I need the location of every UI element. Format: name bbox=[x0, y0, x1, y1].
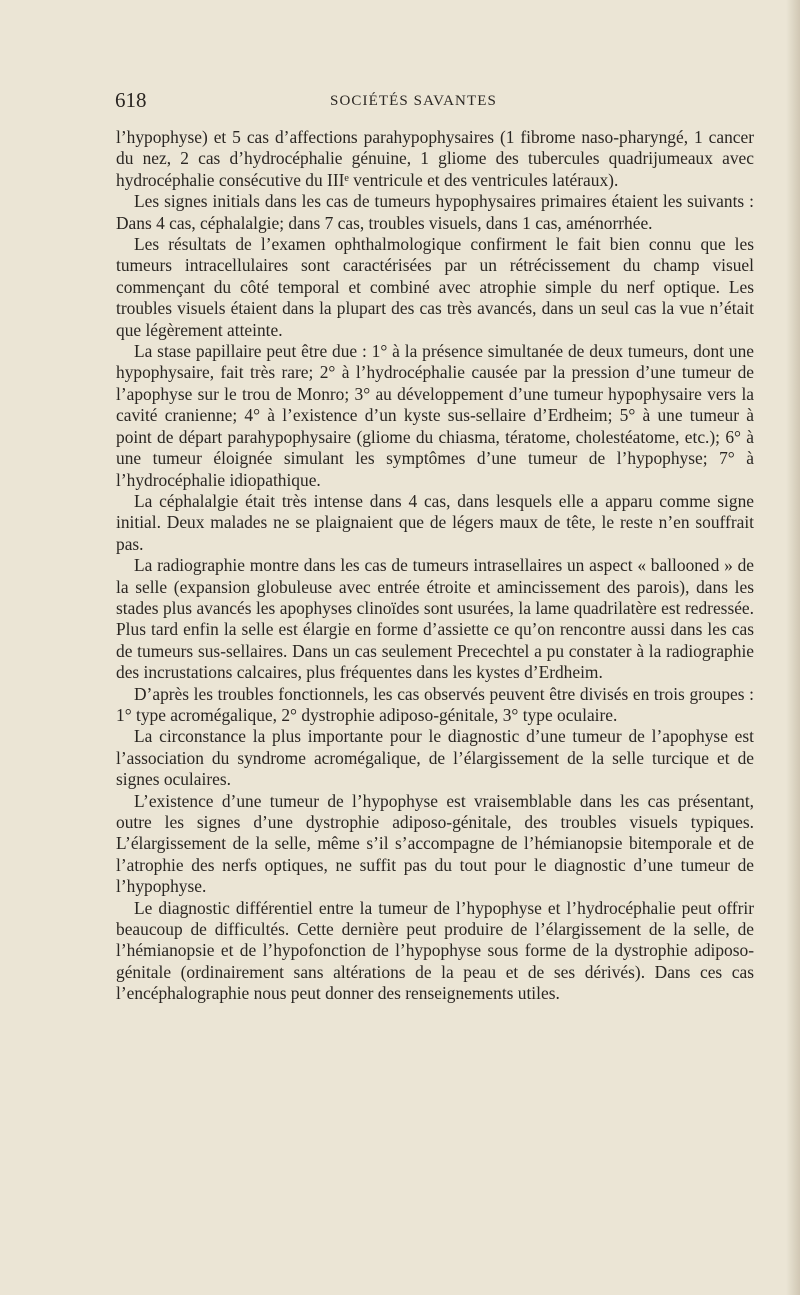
paragraph: Les signes initials dans les cas de tumeurs hypophysaires primaires étaient les suivants : Dans 4 cas, céphalalgie; dans 7 cas, troubles visuels, dans 1 cas, aménorrhée. bbox=[116, 191, 754, 233]
page-header bbox=[115, 87, 753, 117]
paragraph: D’après les troubles fonctionnels, les cas observés peuvent être divisés en trois groupes : 1° type acromégalique, 2° dystrophie adiposo-génitale, 3° type oculaire. bbox=[116, 683, 754, 725]
paragraph: La stase papillaire peut être due : 1° à la présence simultanée de deux tumeurs, dont une hypophysaire, fait très rare; 2° à l’hydrocéphalie causée par la pression d’une tumeur de l’apophyse sur le trou de Monro; 3° au développement d’une tumeur hypophysaire vers la cavité cranienne; 4° à l’existence d’un kyste sus-sellaire d’Erdheim; 5° à une tumeur à point de départ parahypophysaire (gliome du chiasma, tératome, cholestéatome, etc.); 6° à une tumeur éloignée simulant les symptômes d’une tumeur de l’hypophyse; 7° à l’hydrocéphalie idiopathique. bbox=[116, 341, 754, 490]
paragraph: La circonstance la plus importante pour le diagnostic d’une tumeur de l’apophyse est l’association du syndrome acromégalique, de l’élargissement de la selle turcique et de signes oculaires. bbox=[116, 726, 754, 790]
paragraph: La radiographie montre dans les cas de tumeurs intrasellaires un aspect « ballooned » de la selle (expansion globuleuse avec entrée étroite et amincissement des parois), dans les stades plus avancés les apophyses clinoïdes sont usurées, la lame quadrilatère est redressée. Plus tard enfin la selle est élargie en forme d’assiette ce qu’on rencontre aussi dans les cas de tumeurs sus-sellaires. Dans un cas seulement Precechtel a pu constater à la radiographie des incrustations calcaires, plus fréquentes dans les kystes d’Erdheim. bbox=[116, 555, 754, 683]
paragraph: Le diagnostic différentiel entre la tumeur de l’hypophyse et l’hydrocéphalie peut offrir beaucoup de difficultés. Cette dernière peut produire de l’élargissement de la selle, de l’hémianopsie et de l’hypofonction de l’hypophyse sous forme de la dystrophie adiposo-génitale (ordinairement sans altérations de la peau et de ses dérivés). Dans ces cas l’encéphalographie nous peut donner des renseignements utiles. bbox=[116, 897, 754, 1004]
page-edge-shadow bbox=[786, 0, 800, 1295]
article-body bbox=[116, 127, 754, 1005]
paragraph: l’hypophyse) et 5 cas d’affections parahypophysaires (1 fibrome naso-pharyngé, 1 cancer du nez, 2 cas d’hydrocéphalie génuine, 1 gliome des tubercules quadrijumeaux avec hydrocéphalie consécutive du IIIᵉ ventricule et des ventricules latéraux). bbox=[116, 127, 754, 190]
running-head: SOCIÉTÉS SAVANTES bbox=[330, 93, 497, 109]
paragraph: L’existence d’une tumeur de l’hypophyse est vraisemblable dans les cas présentant, outre les signes d’une dystrophie adiposo-génitale, des troubles visuels typiques. L’élargissement de la selle, même s’il s’accompagne de l’hémianopsie bitemporale et de l’atrophie des nerfs optiques, ne suffit pas du tout pour le diagnostic d’une tumeur de l’hypophyse. bbox=[116, 790, 754, 897]
paragraph: Les résultats de l’examen ophthalmologique confirment le fait bien connu que les tumeurs intracellulaires sont caractérisées par un rétrécissement du champ visuel commençant du côté temporal et combiné avec atrophie simple du nerf optique. Les troubles visuels étaient dans la plupart des cas très avancés, dans un seul cas la vue n’était que légèrement atteinte. bbox=[116, 234, 754, 340]
page-number: 618 bbox=[115, 88, 147, 112]
paragraph: La céphalalgie était très intense dans 4 cas, dans lesquels elle a apparu comme signe initial. Deux malades ne se plaignaient que de légers maux de tête, le reste n’en souffrait pas. bbox=[116, 490, 754, 554]
